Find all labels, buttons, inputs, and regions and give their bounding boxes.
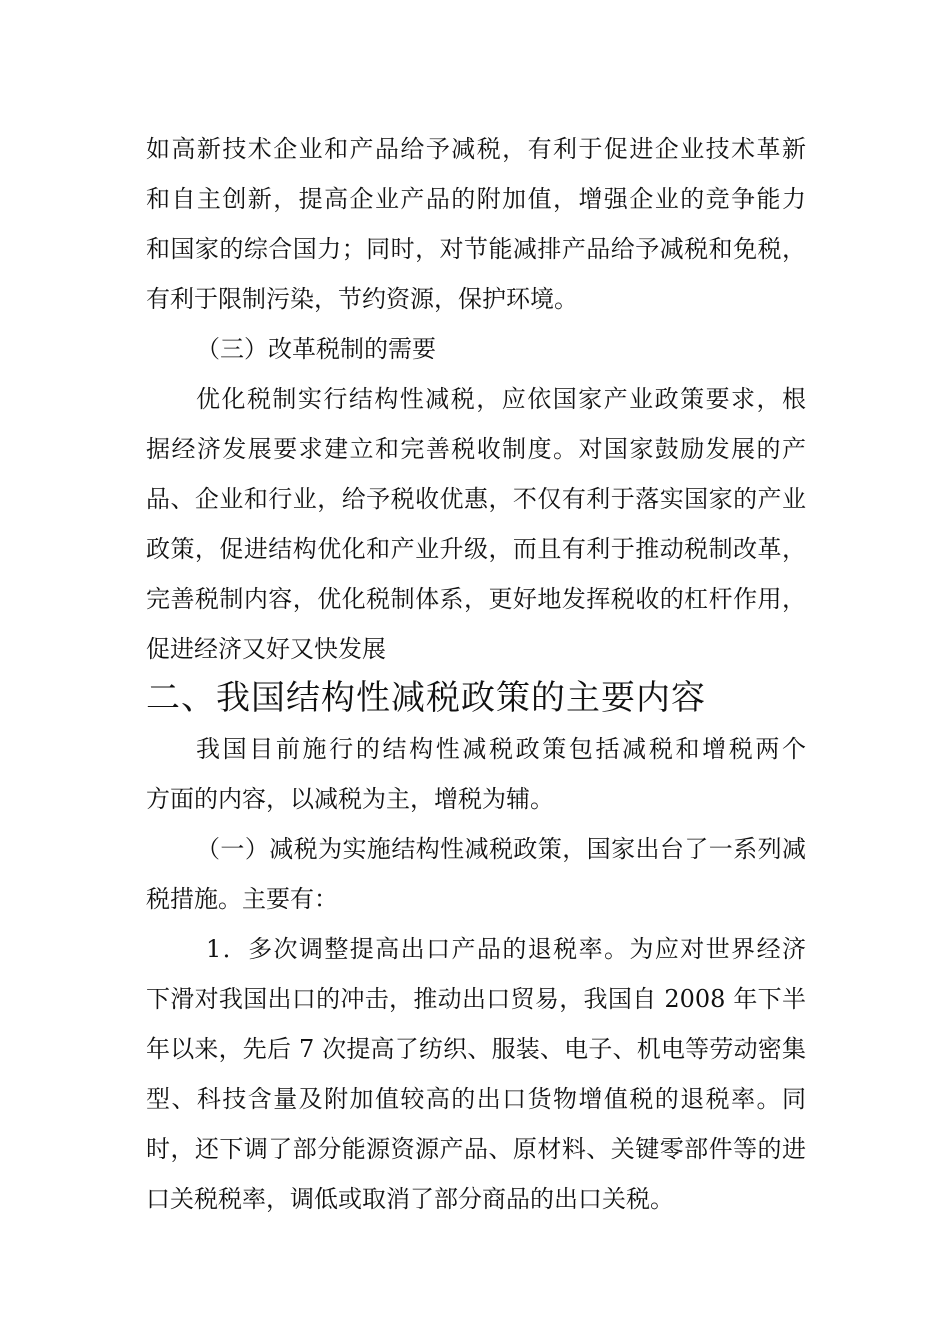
section-heading: 二、我国结构性减税政策的主要内容 bbox=[146, 678, 706, 718]
paragraph-line: 有利于限制污染，节约资源，保护环境。 bbox=[146, 285, 578, 313]
paragraph-line: 1．多次调整提高出口产品的退税率。为应对世界经济 bbox=[206, 935, 806, 963]
subheading: （三）改革税制的需要 bbox=[196, 335, 436, 363]
paragraph-line: 和国家的综合国力；同时，对节能减排产品给予减税和免税， bbox=[146, 235, 806, 263]
paragraph-line: 政策，促进结构优化和产业升级，而且有利于推动税制改革， bbox=[146, 535, 806, 563]
paragraph-line: 和自主创新，提高企业产品的附加值，增强企业的竞争能力 bbox=[146, 185, 806, 213]
paragraph-line: 我国目前施行的结构性减税政策包括减税和增税两个 bbox=[196, 735, 806, 763]
paragraph-line: 年以来，先后 7 次提高了纺织、服装、电子、机电等劳动密集 bbox=[146, 1035, 806, 1063]
paragraph-line: 据经济发展要求建立和完善税收制度。对国家鼓励发展的产 bbox=[146, 435, 806, 463]
paragraph-line: 促进经济又好又快发展 bbox=[146, 635, 386, 663]
paragraph-line: 税措施。主要有： bbox=[146, 885, 338, 913]
paragraph-line: 品、企业和行业，给予税收优惠，不仅有利于落实国家的产业 bbox=[146, 485, 806, 513]
paragraph-line: 如高新技术企业和产品给予减税，有利于促进企业技术革新 bbox=[146, 135, 806, 163]
paragraph-line: 下滑对我国出口的冲击，推动出口贸易，我国自 2008 年下半 bbox=[146, 985, 806, 1013]
paragraph-line: 型、科技含量及附加值较高的出口货物增值税的退税率。同 bbox=[146, 1085, 806, 1113]
paragraph-line: 时，还下调了部分能源资源产品、原材料、关键零部件等的进 bbox=[146, 1135, 806, 1163]
paragraph-line: （一）减税为实施结构性减税政策，国家出台了一系列减 bbox=[196, 835, 806, 863]
paragraph-line: 优化税制实行结构性减税，应依国家产业政策要求，根 bbox=[196, 385, 806, 413]
paragraph-line: 口关税税率，调低或取消了部分商品的出口关税。 bbox=[146, 1185, 674, 1213]
paragraph-line: 方面的内容，以减税为主，增税为辅。 bbox=[146, 785, 554, 813]
paragraph-line: 完善税制内容，优化税制体系，更好地发挥税收的杠杆作用， bbox=[146, 585, 806, 613]
